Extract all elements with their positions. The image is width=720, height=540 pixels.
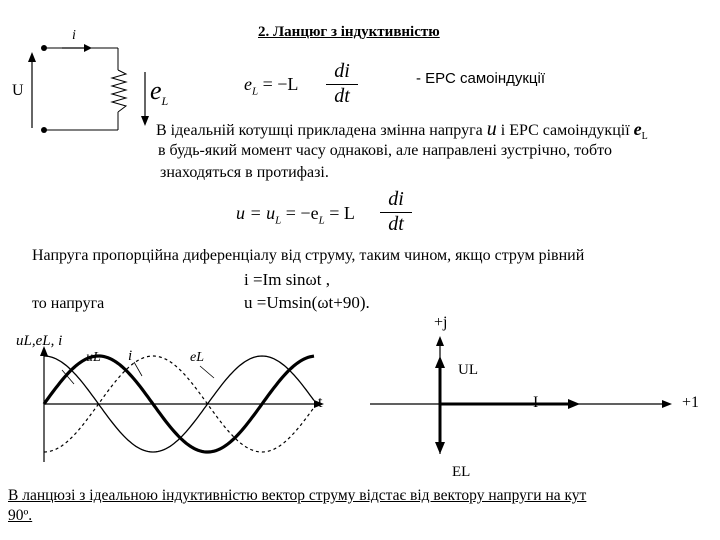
formula-voltage-fraction: di dt	[380, 188, 412, 236]
para2-voltage-eq: u =Umsin(ωt+90).	[244, 293, 370, 312]
para2-current-eq: i =Im sinωt ,	[244, 270, 330, 289]
wave-t-label: t	[318, 394, 323, 411]
para1-line3: знаходяться в протифазі.	[160, 164, 329, 181]
wave-axis-label: uL,eL, i	[16, 333, 63, 349]
phasor-el: EL	[452, 464, 471, 480]
page-title: 2. Ланцюг з індуктивністю	[258, 24, 440, 40]
para1-line2: в будь-який момент часу однакові, але направлені зустрічно, тобто	[158, 142, 612, 159]
phasor-ul: UL	[458, 362, 478, 378]
phasor-plus-j: +j	[434, 314, 448, 331]
formula-voltage: $u = u_L = -e_L = L$	[236, 203, 355, 227]
emf-label: $e_L$	[150, 76, 169, 109]
formula-emf-fraction: di dt	[326, 60, 358, 108]
emf-note: - ЕРС самоіндукції	[416, 70, 546, 87]
para1-line1: В ідеальній котушці прикладена змінна напруга u і ЕРС самоіндукції $e_L$	[156, 118, 648, 143]
wave-label-i: i	[128, 348, 133, 364]
phasor-i: I	[533, 394, 539, 411]
conclusion-line2: 90º.	[8, 507, 33, 524]
para2-line1: Напруга пропорційна диференціалу від струму, таким чином, якщо струм рівний	[32, 247, 585, 264]
conclusion-line1: В ланцюзі з ідеальною індуктивністю вектор струму відстає від вектору напруги на кут	[8, 487, 587, 504]
wave-label-ul: uL	[86, 350, 101, 365]
wave-label-el: eL	[190, 350, 204, 365]
para2-line3-left: то напруга	[32, 295, 105, 312]
current-label: i	[72, 28, 76, 43]
formula-emf: $e_L = -L$	[244, 74, 299, 98]
phasor-plus-one: +1	[682, 394, 700, 411]
voltage-label: U	[12, 82, 24, 99]
